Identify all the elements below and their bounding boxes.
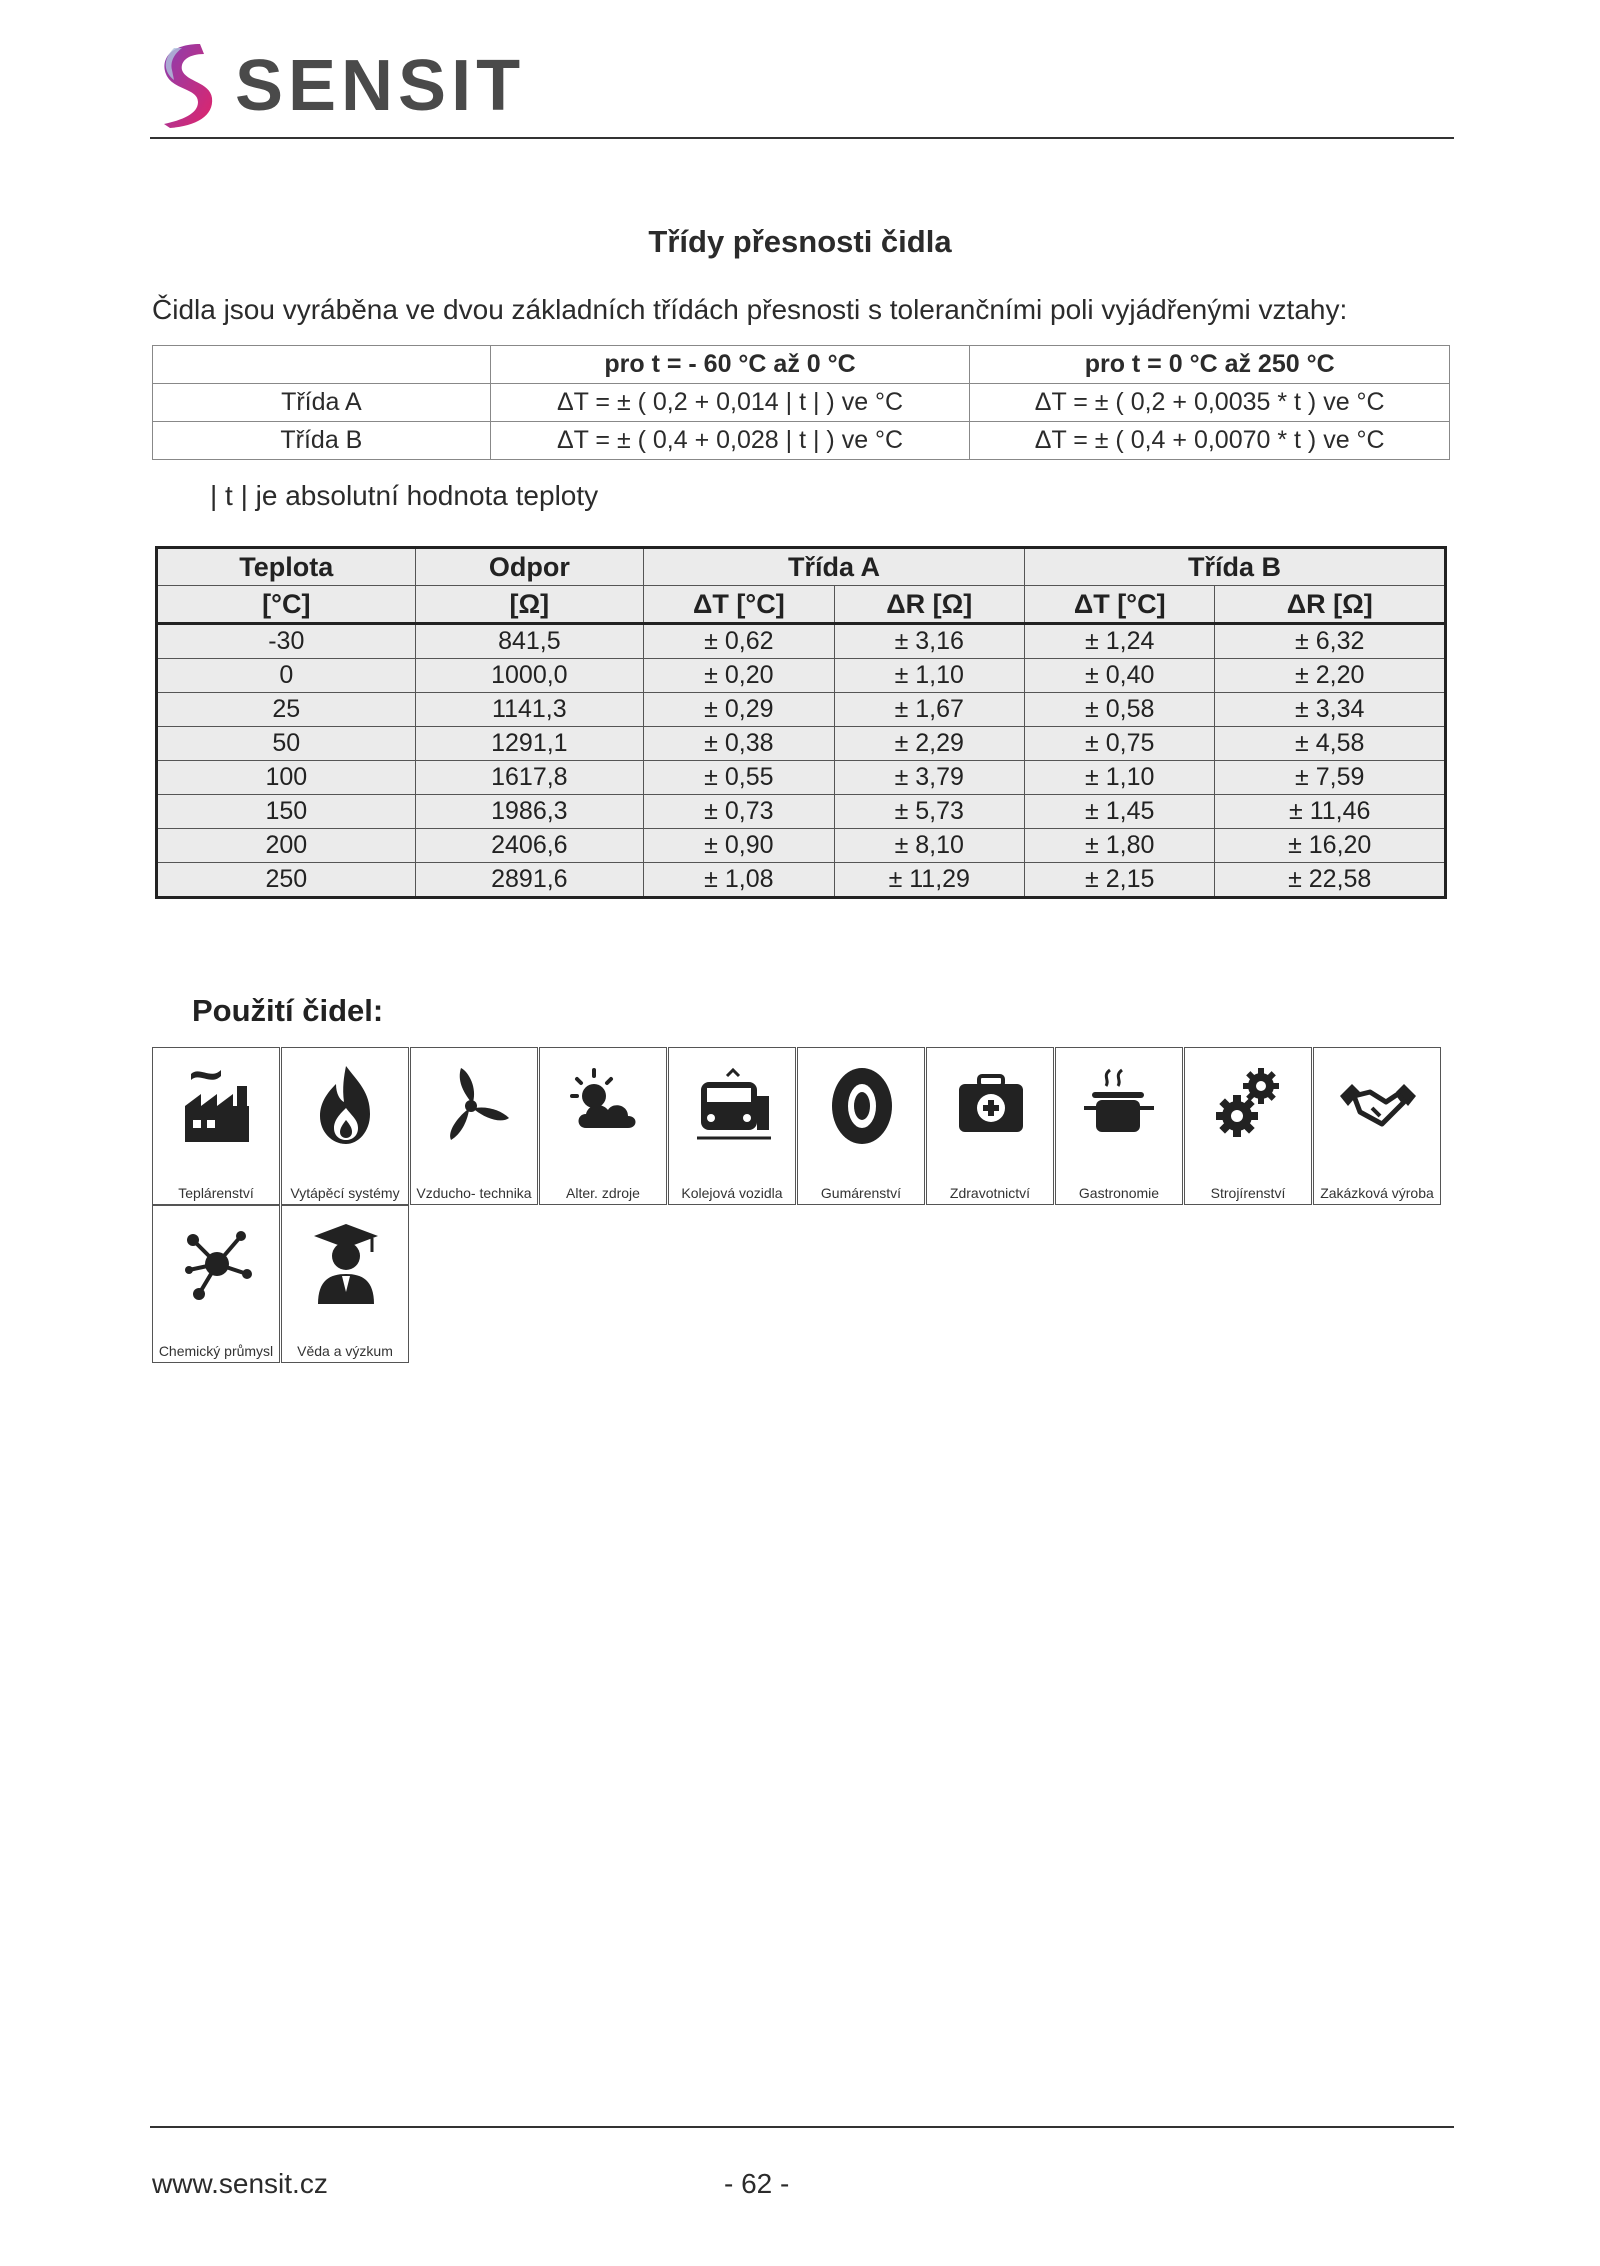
table-cell: ± 3,34 [1215,693,1446,727]
sensit-logo [152,40,526,140]
table-row [157,795,1446,829]
use-item-label: Gastronomie [1078,1185,1160,1201]
fan-icon [435,1062,515,1150]
table-cell: ± 1,08 [644,863,834,898]
use-item-label: Strojírenství [1210,1185,1286,1201]
use-item-label: Zdravotnictví [949,1185,1031,1201]
table-row [157,761,1446,795]
table-cell: 100 [157,761,416,795]
table-cell: ± 22,58 [1215,863,1446,898]
table-cell: ΔT = ± ( 0,2 + 0,0035 * t ) ve °C [970,384,1450,422]
table-cell: ± 1,80 [1025,829,1215,863]
uses-heading: Použití čidel: [192,993,384,1028]
table-cell: 50 [157,727,416,761]
intro-paragraph: Čidla jsou vyráběna ve dvou základních třídách přesnosti s tolerančními poli vyjádřenými vztahy: [152,294,1348,325]
absolute-value-note: | t | je absolutní hodnota teploty [210,480,599,511]
logo-text: SENSIT [235,46,526,126]
table-header-cell: Třída A [644,548,1025,586]
table-cell: ± 2,29 [834,727,1024,761]
table-cell: Třída A [153,384,491,422]
table-cell: 200 [157,829,416,863]
table-row [153,384,1450,422]
table-header-cell: pro t = - 60 °C až 0 °C [490,346,970,384]
resistance-table [155,546,1447,899]
table-cell: ± 1,67 [834,693,1024,727]
table-cell: ΔT = ± ( 0,4 + 0,0070 * t ) ve °C [970,422,1450,460]
gears-icon [1209,1062,1289,1150]
footer-url-link[interactable]: www.sensit.cz [152,2168,328,2199]
table-row [153,422,1450,460]
table-row [157,693,1446,727]
table-cell: ± 4,58 [1215,727,1446,761]
table-cell: ΔT = ± ( 0,4 + 0,028 | t | ) ve °C [490,422,970,460]
table-cell: 0 [157,659,416,693]
table-cell: ± 5,73 [834,795,1024,829]
table-header-cell: pro t = 0 °C až 250 °C [970,346,1450,384]
use-item-alter-zdroje [539,1047,667,1205]
use-item-strojirenstvi [1184,1047,1312,1205]
logo-mark-icon [152,40,222,130]
table-cell: ΔT = ± ( 0,2 + 0,014 | t | ) ve °C [490,384,970,422]
tire-icon [822,1062,902,1150]
table-cell: ± 0,40 [1025,659,1215,693]
use-item-gastronomie [1055,1047,1183,1205]
use-item-label: Teplárenství [178,1185,254,1201]
table-row [157,659,1446,693]
table-cell: 1141,3 [415,693,644,727]
factory-icon [177,1062,257,1150]
table-row [157,727,1446,761]
table-row [157,624,1446,659]
table-row [157,863,1446,898]
table-cell: -30 [157,624,416,659]
table-cell: ± 0,62 [644,624,834,659]
use-item-kolejova-vozidla [668,1047,796,1205]
table-cell: 1000,0 [415,659,644,693]
sun-cloud-icon [564,1062,644,1150]
page-number: - 62 - [724,2168,790,2199]
first-aid-icon [951,1062,1031,1150]
use-item-zdravotnictvi [926,1047,1054,1205]
table-header-row [157,548,1446,586]
header-divider [150,137,1454,139]
table-header-cell: ΔR [Ω] [834,586,1024,624]
page-title: Třídy přesnosti čidla [648,224,952,259]
use-item-label: Gumárenství [820,1185,902,1201]
table-cell: ± 0,73 [644,795,834,829]
table-cell: 1291,1 [415,727,644,761]
use-item-label: Vzducho- technika [416,1185,532,1201]
table-cell: ± 0,90 [644,829,834,863]
molecule-icon [177,1220,257,1308]
table-cell: ± 0,75 [1025,727,1215,761]
table-cell: ± 8,10 [834,829,1024,863]
table-cell: ± 1,45 [1025,795,1215,829]
table-cell: 841,5 [415,624,644,659]
table-row [153,346,1450,384]
table-cell: ± 3,79 [834,761,1024,795]
table-cell: 2406,6 [415,829,644,863]
table-cell: ± 2,15 [1025,863,1215,898]
table-cell: ± 1,10 [834,659,1024,693]
table-cell: ± 16,20 [1215,829,1446,863]
table-header-cell: Třída B [1025,548,1446,586]
use-item-label: Věda a výzkum [297,1343,393,1359]
table-header-cell: ΔT [°C] [1025,586,1215,624]
handshake-icon [1338,1062,1418,1150]
use-item-gumarenstvi [797,1047,925,1205]
table-cell: ± 0,29 [644,693,834,727]
cooking-pot-icon [1080,1062,1160,1150]
table-cell: ± 2,20 [1215,659,1446,693]
table-cell: 1617,8 [415,761,644,795]
graduate-icon [306,1220,386,1308]
use-item-vzduchotechnika [410,1047,538,1205]
table-cell: 1986,3 [415,795,644,829]
table-header-cell: ΔT [°C] [644,586,834,624]
train-icon [693,1062,773,1150]
use-item-label: Kolejová vozidla [681,1185,783,1201]
table-cell: ± 0,55 [644,761,834,795]
footer-divider [150,2126,1454,2128]
table-cell: ± 6,32 [1215,624,1446,659]
table-cell: ± 0,20 [644,659,834,693]
table-row [157,829,1446,863]
tolerance-table [152,345,1450,460]
table-cell: 250 [157,863,416,898]
table-cell: 25 [157,693,416,727]
table-cell: ± 7,59 [1215,761,1446,795]
table-header-cell: Odpor [415,548,644,586]
table-header-cell [153,346,491,384]
use-item-veda-a-vyzkum [281,1205,409,1363]
table-header-cell: Teplota [157,548,416,586]
table-cell: ± 0,58 [1025,693,1215,727]
table-header-row [157,586,1446,624]
table-header-cell: ΔR [Ω] [1215,586,1446,624]
use-item-label: Zakázková výroba [1320,1185,1434,1201]
table-cell: Třída B [153,422,491,460]
use-item-label: Vytápěcí systémy [290,1185,400,1201]
table-cell: ± 1,10 [1025,761,1215,795]
table-cell: ± 3,16 [834,624,1024,659]
use-item-chemicky-prumysl [152,1205,280,1363]
use-item-label: Chemický průmysl [158,1343,274,1359]
use-item-teplarenstvi [152,1047,280,1205]
table-cell: 150 [157,795,416,829]
use-item-label: Alter. zdroje [566,1185,640,1201]
table-cell: 2891,6 [415,863,644,898]
table-header-cell: [Ω] [415,586,644,624]
table-cell: ± 11,29 [834,863,1024,898]
table-header-cell: [°C] [157,586,416,624]
use-item-vytapeci-systemy [281,1047,409,1205]
use-item-zakazkova-vyroba [1313,1047,1441,1205]
table-cell: ± 11,46 [1215,795,1446,829]
table-cell: ± 1,24 [1025,624,1215,659]
flame-icon [306,1062,386,1150]
table-cell: ± 0,38 [644,727,834,761]
